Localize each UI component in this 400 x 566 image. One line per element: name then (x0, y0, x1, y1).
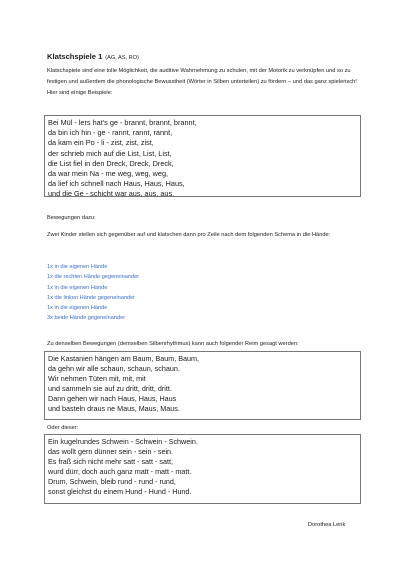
verse-line: Wir nehmen Tüten mit, mit, mit (48, 374, 146, 383)
verse-line: Es fraß sich nicht mehr satt - satt - satt, (48, 457, 174, 467)
verse-box-kastanien (44, 351, 361, 420)
verse-line: Dann gehen wir nach Haus, Haus, Haus (48, 394, 177, 403)
verse-line: die List fiel in den Dreck, Dreck, Dreck, (48, 158, 174, 168)
verse-box-muellers (44, 115, 361, 197)
verse-line: da war mein Na - me weg, weg, weg, (48, 169, 169, 179)
list-item: 1x in die eigenen Hände (47, 305, 108, 312)
verse-line: Ein kugelrundes Schwein - Schwein - Schwein. (48, 437, 198, 446)
list-item: 3x beide Hände gegeneinander (47, 315, 126, 322)
list-item: 1x die linken Hände gegeneinander (47, 294, 136, 301)
verse-line: Drum, Schwein, bleib rund - rund - rund, (48, 477, 176, 487)
verse-line: da kam ein Po - li - zist, zist, zist, (48, 138, 154, 148)
verse-line: das wollt gern dünner sein - sein - sein. (48, 447, 174, 457)
verse-box-schwein (44, 434, 361, 504)
movements-description: Zwei Kinder stellen sich gegenüber auf und klatschen dann pro Zeile nach dem folgenden Schema in die Hände: (47, 232, 331, 238)
intro-paragraph: Klatschspiele sind eine tolle Möglichkeit, die auditive Wahrnehmung zu schulen, mit der Motorik zu verknüpfen und so zu festigen und außerdem die phonologische Bewusstheit (Wörter in Silben unterteilen) zu fördern – und das ganz spielerisch! Hier sind einige Beispiele: (47, 68, 357, 96)
rhyme-intro: Zu denselben Bewegungen (demselben Silbenrhythmus) kann auch folgender Reim gesagt werden: (47, 341, 299, 347)
verse-line: sonst gleichst du einem Hund - Hund - Hund. (48, 487, 192, 497)
verse-line: der schrieb mich auf die List, List, List, (48, 148, 172, 158)
verse-line: Bei Mül - lers hat's ge - brannt, brannt, brannt, (48, 118, 197, 127)
verse-line: und basteln draus ne Maus, Maus, Maus. (48, 404, 180, 413)
list-item: 1x in die eigenen Hände (47, 264, 108, 270)
list-item: 1x die rechten Hände gegeneinander (47, 274, 140, 281)
movements-list (47, 262, 139, 324)
author-name: Dorothea Lenk (308, 522, 346, 528)
movements-heading: Bewegungen dazu: (47, 215, 96, 221)
verse-line: da bin ich hin - ge - rannt, rannt, rannt, (48, 128, 173, 138)
page-title (47, 52, 139, 61)
verse-line: Die Kastanien hängen am Baum, Baum, Baum, (48, 354, 200, 363)
verse-line: da gehn wir alle schaun, schaun, schaun. (48, 364, 180, 373)
list-item: 1x in die eigenen Hände (47, 284, 108, 291)
or-label: Oder dieser: (47, 425, 79, 431)
verse-line: und sammeln sie auf zu dritt, dritt, dritt. (48, 384, 172, 393)
verse-line: wurd dürr, doch auch ganz matt - matt - matt. (48, 467, 192, 477)
title-main: Klatschspiele 1 (47, 52, 103, 61)
title-subtitle: (AG, AS, RO) (105, 55, 139, 61)
verse-line: und die Ge - schicht war aus, aus, aus. (48, 189, 175, 199)
verse-line: da lief ich schnell nach Haus, Haus, Haus, (48, 179, 185, 189)
